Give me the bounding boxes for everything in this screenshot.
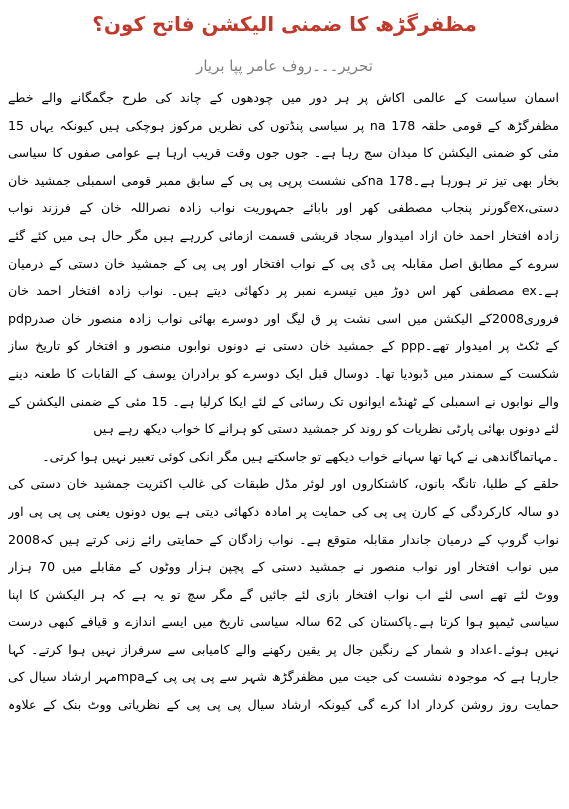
body-line: بخار بھی تیز تر ہورہا ہے۔na 178کی نشست پرپی پی پی کے سابق ممبر قومی اسمبلی جمشید خان xyxy=(8,172,559,188)
body-line: زادہ افتخار احمد خان ازاد امیدوار سجاد قریشی قسمت ازمائی کررہے ہیں مگر حال ہی میں کئے گئے xyxy=(8,227,559,243)
body-line: مظفرگڑھ کے قومی حلقہ na 178 پر سیاسی پنڈتوں کی نظریں مرکوز ہوچکی ہیں کیونکہ یہاں 15 xyxy=(8,117,559,133)
body-line: اسمان سیاست کے عالمی اکاش پر ہر دور میں چودھوں کے چاند کی طرح جگمگانے والے خطے xyxy=(8,90,559,105)
body-line: جارہا ہے کہ موجودہ نشست کی جیت میں مظفرگڑھ شہر سے پی پی پی کےmpaمہر ارشاد سیال کی xyxy=(8,669,559,685)
body-line: دستی،exگورنر پنجاب مصطفی کھر اور بابائے جمہوریت نواب زادہ نصراللہ خان کے فرزند نواب xyxy=(8,200,559,216)
body-line: والے نوابوں نے اسمبلی کے ٹھنڈے ایوانوں تک رسائی کے لئے ایکا کرلیا ہے۔ 15 مئی کے ضمنی الیکشن کے xyxy=(8,393,559,409)
body-line: لئے دونوں بھائی پارٹی نظریات کو روند کر جمشید دستی کو ہرانے کا خواب دیکھ رہے ہیں xyxy=(93,421,559,437)
article-byline: تحریر۔۔۔روف عامر پپا بریار xyxy=(196,57,373,75)
body-line: نہیں ہوئے۔اعداد و شمار کے رنگین جال پر یقین رکھنے والے کامیابی سے سرفراز نہیں ہوا کرتے۔ کہا xyxy=(8,641,559,657)
body-line: میں نواب افتخار اور نواب منصور نے جمشید دستی کے پچپن ہزار ووٹوں کے مقابلے میں 70 ہزار xyxy=(8,559,559,575)
article-body xyxy=(8,84,559,808)
body-line: سیاسی ٹیمپو ہوا کرتا ہے۔پاکستان کی 62 سالہ سیاسی تاریخ میں ایسے اندازے و قیافے کبھی درست xyxy=(8,614,559,630)
body-line: شکست کے سمندر میں ڈبودیا تھا۔ دوسال قبل ایک دوسرے کو برادران یوسف کے القابات کا طعنہ دینے xyxy=(8,365,559,381)
body-line: مئی کو ضمنی الیکشن کا میدان سج رہا ہے۔ جوں جوں وقت قریب ارہا ہے عوامی صفوں کا سیاسی xyxy=(8,145,559,161)
body-line: ہے۔ex مصطفی کھر اس دوڑ میں تیسرے نمبر پر دکھائی دیتے ہیں۔ نواب زادہ افتخار احمد خان xyxy=(8,283,559,299)
body-line: حمایت روز روشن کردار ادا کرے گی کیونکہ ارشاد سیال پی پی پی کے نظریاتی ووٹ بنک کے علاوہ xyxy=(8,697,559,713)
body-line: ووٹ لئے تھے اسی لئے اب نواب افتخار بازی لئے جائیں گے مگر سچ تو یہ ہے کہ ہر الیکشن کا اپنا xyxy=(8,586,559,602)
body-line: نواب گروپ کے درمیان جاندار مقابلہ متوقع ہے۔ نواب زادگان کے حمایتی رائے زنی کرتے ہیں کہ2008 xyxy=(8,531,559,547)
body-line: کے ٹکٹ پر امیدوار تھے۔ppp کے جمشید خان دستی نے دونوں نوابوں منصور و افتخار کو تاریخ ساز xyxy=(8,338,559,354)
body-line: دو سالہ کارکردگی کے کارن پی پی کی حمایت پر امادہ دکھائی دیتی ہے یوں دونوں یعنی پی پی پی اور xyxy=(8,503,559,519)
body-line: سروے کے مطابق اصل مقابلہ پی ڈی پی کے نواب افتخار اور پی پی کے جمشید خان دستی کے درمیان xyxy=(8,255,559,271)
body-line: حلقے کے طلبا، تانگہ بانوں، کاشتکاروں اور لوئر مڈل طبقات کی غالب اکثریت جمشید خان دستی کی xyxy=(8,476,559,492)
article-title: مظفرگڑھ کا ضمنی الیکشن فاتح کون؟ xyxy=(92,12,477,36)
body-line: ۔مہاتماگاندھی نے کہا تھا سہانے خواب دیکھے تو جاسکتے ہیں مگر انکی کوئی تعبیر نہیں ہوا کرتی۔ xyxy=(42,448,559,464)
body-line: فروری2008کے الیکشن میں اسی نشت پر ق لیگ اور دوسرے بھائی نواب زادہ منصور خان صدرpdp xyxy=(8,310,559,326)
